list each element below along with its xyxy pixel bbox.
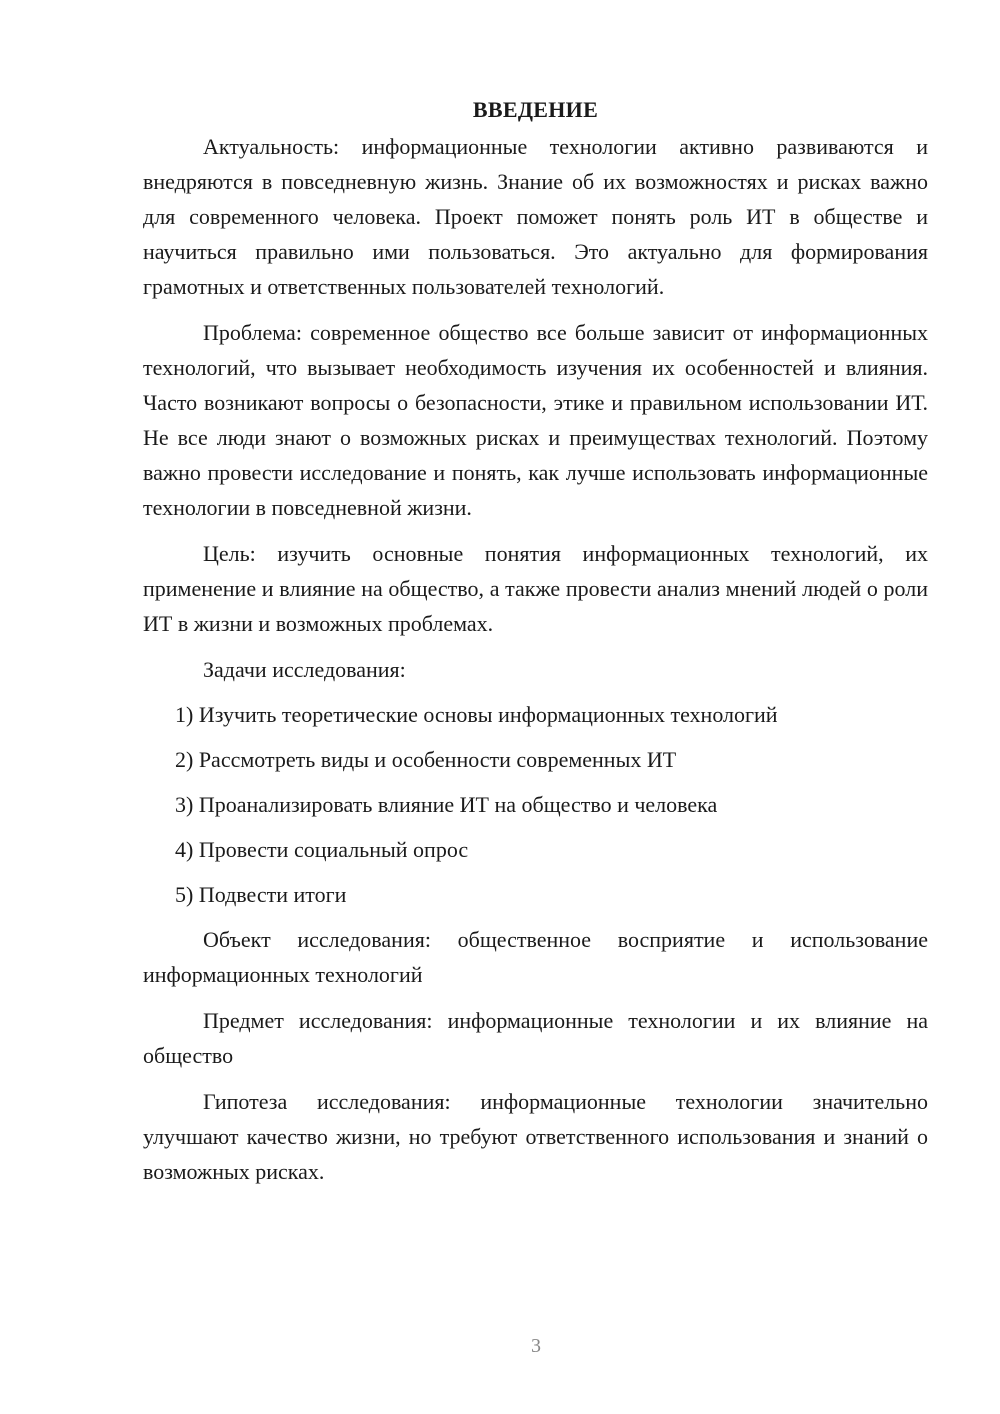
tasks-heading: Задачи исследования: bbox=[203, 657, 406, 682]
goal-paragraph: Цель: изучить основные понятия информационных технологий, их применение и влияние на общество, а также провести анализ мнений людей о роли ИТ в жизни и возможных проблемах. bbox=[143, 541, 928, 636]
hypothesis-paragraph: Гипотеза исследования: информационные технологии значительно улучшают качество жизни, но требуют ответственного использования и знаний о возможных рисках. bbox=[143, 1089, 928, 1184]
relevance-paragraph: Актуальность: информационные технологии активно развиваются и внедряются в повседневную жизнь. Знание об их возможностях и рисках важно для современного человека. Проект поможет понять роль ИТ в обществе и научиться правильно ими пользоваться. Это актуально для формирования грамотных и ответственных пользователей технологий. bbox=[143, 134, 928, 299]
task-list bbox=[143, 697, 928, 912]
page-number: 3 bbox=[531, 1335, 541, 1357]
section-title: ВВЕДЕНИЕ bbox=[472, 97, 599, 122]
task-item: 5) Подвести итоги bbox=[175, 882, 347, 907]
page-content bbox=[143, 93, 928, 1200]
task-item: 1) Изучить теоретические основы информационных технологий bbox=[175, 702, 778, 727]
subject-paragraph: Предмет исследования: информационные технологии и их влияние на общество bbox=[143, 1008, 928, 1068]
task-item: 2) Рассмотреть виды и особенности современных ИТ bbox=[175, 747, 677, 772]
task-item: 4) Провести социальный опрос bbox=[175, 837, 469, 862]
object-paragraph: Объект исследования: общественное восприятие и использование информационных технологий bbox=[143, 927, 928, 987]
task-item: 3) Проанализировать влияние ИТ на общество и человека bbox=[175, 792, 718, 817]
problem-paragraph: Проблема: современное общество все больше зависит от информационных технологий, что вызывает необходимость изучения их особенностей и влияния. Часто возникают вопросы о безопасности, этике и правильном использовании ИТ. Не все люди знают о возможных рисках и преимуществах технологий. Поэтому важно провести исследование и понять, как лучше использовать информационные технологии в повседневной жизни. bbox=[143, 320, 928, 520]
